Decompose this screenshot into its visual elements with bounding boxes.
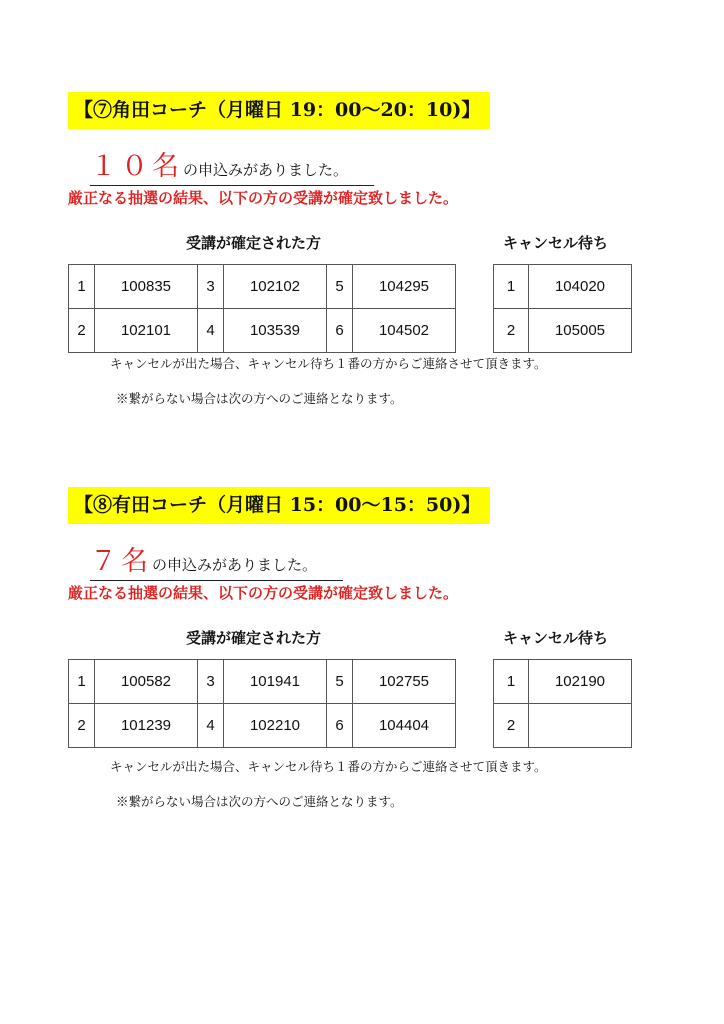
confirmed-table	[68, 264, 456, 353]
contact-note: ※繋がらない場合は次の方へのご連絡となります。	[116, 391, 403, 406]
row-number: 4	[198, 704, 224, 748]
member-id: 104295	[353, 265, 456, 309]
row-number: 1	[494, 265, 529, 309]
member-id: 104020	[529, 265, 632, 309]
member-id: 105005	[529, 309, 632, 353]
confirmed-title: 受講が確定された方	[186, 234, 322, 252]
member-id: 100835	[95, 265, 198, 309]
table-row	[494, 704, 632, 748]
row-number: 2	[69, 309, 95, 353]
member-id: 100582	[95, 660, 198, 704]
member-id: 102210	[224, 704, 327, 748]
table-row	[69, 265, 456, 309]
contact-note: ※繋がらない場合は次の方へのご連絡となります。	[116, 794, 403, 809]
member-id: 104502	[353, 309, 456, 353]
count-text: の申込みがありました。	[183, 161, 349, 179]
waitlist-title: キャンセル待ち	[503, 629, 609, 647]
count-text: の申込みがありました。	[152, 556, 318, 574]
table-row	[494, 660, 632, 704]
row-number: 6	[327, 309, 353, 353]
member-id: 101941	[224, 660, 327, 704]
member-id: 102101	[95, 309, 198, 353]
row-number: 1	[494, 660, 529, 704]
member-id: 104404	[353, 704, 456, 748]
table-row	[69, 660, 456, 704]
application-count	[90, 144, 374, 186]
result-text: 厳正なる抽選の結果、以下の方の受講が確定致しました。	[68, 189, 459, 207]
count-number: ７名	[90, 546, 152, 577]
row-number: 2	[69, 704, 95, 748]
row-number: 5	[327, 660, 353, 704]
member-id	[529, 704, 632, 748]
table-row	[494, 265, 632, 309]
row-number: 6	[327, 704, 353, 748]
member-id: 102755	[353, 660, 456, 704]
waitlist-title: キャンセル待ち	[503, 234, 609, 252]
table-row	[69, 309, 456, 353]
confirmed-table	[68, 659, 456, 748]
row-number: 4	[198, 309, 224, 353]
member-id: 103539	[224, 309, 327, 353]
waitlist-table	[493, 659, 632, 748]
row-number: 2	[494, 309, 529, 353]
application-count	[90, 539, 343, 581]
count-number: １０名	[90, 151, 183, 182]
lottery-section-1	[0, 92, 724, 422]
table-row	[69, 704, 456, 748]
lottery-section-2	[0, 487, 724, 817]
cancel-note: キャンセルが出た場合、キャンセル待ち１番の方からご連絡させて頂きます。	[110, 759, 547, 774]
member-id: 101239	[95, 704, 198, 748]
member-id: 102190	[529, 660, 632, 704]
result-text: 厳正なる抽選の結果、以下の方の受講が確定致しました。	[68, 584, 459, 602]
waitlist-table	[493, 264, 632, 353]
section-header: 【⑦角田コーチ（月曜日 19：00～20：10)】	[68, 92, 490, 129]
table-row	[494, 309, 632, 353]
row-number: 3	[198, 265, 224, 309]
row-number: 2	[494, 704, 529, 748]
confirmed-title: 受講が確定された方	[186, 629, 322, 647]
row-number: 3	[198, 660, 224, 704]
row-number: 1	[69, 265, 95, 309]
member-id: 102102	[224, 265, 327, 309]
row-number: 5	[327, 265, 353, 309]
section-header: 【⑧有田コーチ（月曜日 15：00～15：50)】	[68, 487, 490, 524]
row-number: 1	[69, 660, 95, 704]
cancel-note: キャンセルが出た場合、キャンセル待ち１番の方からご連絡させて頂きます。	[110, 356, 547, 371]
